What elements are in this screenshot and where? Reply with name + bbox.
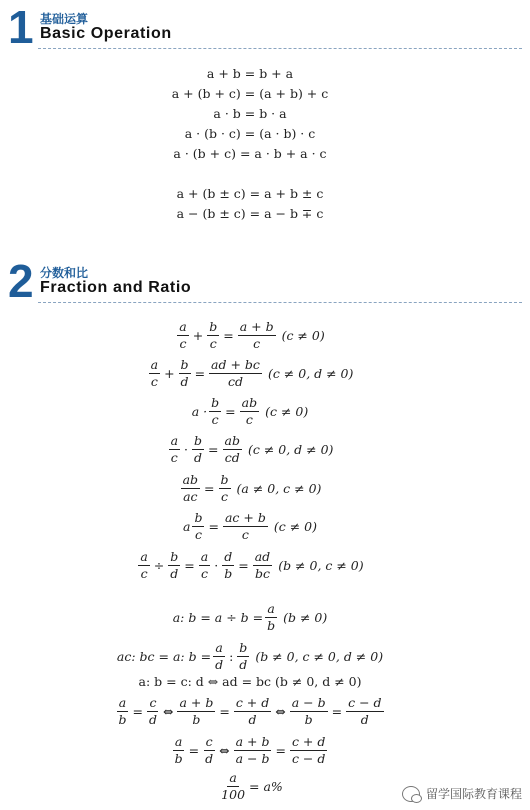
fraction: $\frac{a}{d}$ <box>215 640 224 672</box>
watermark-text: 留学国际教育课程 <box>425 787 522 801</box>
formula-fraction-divide: $\frac{a}{c}$ ÷ $\frac{b}{d}$ = $\frac{a}{c}$ · $\frac{d}{b}$ = $\frac{ad}{bc}$ (b ≠ 0, c ≠ 0) <box>140 549 364 581</box>
fraction: $\frac{a}{b}$ <box>267 601 276 633</box>
condition: (c ≠ 0, d ≠ 0) <box>247 441 334 457</box>
section-divider <box>38 302 522 303</box>
wechat-icon <box>402 786 420 802</box>
section-number: 2 <box>8 255 34 307</box>
formula-associative-mul: a · (b · c) = (a · b) · c <box>184 126 316 141</box>
section-title-en: Fraction and Ratio <box>40 279 192 296</box>
fraction: $\frac{c + d}{d}$ <box>235 695 270 727</box>
condition: (c ≠ 0) <box>265 403 309 419</box>
formula-proportion-compound: $\frac{a}{b}$ = $\frac{c}{d}$ ⇔ $\frac{a + b}{a - b}$ = $\frac{c + d}{c - d}$ <box>174 734 326 766</box>
condition: (a ≠ 0, c ≠ 0) <box>236 480 322 496</box>
fraction: $\frac{b}{d}$ <box>239 640 248 672</box>
fraction: $\frac{ad}{bc}$ <box>254 549 271 581</box>
fraction: $\frac{c}{d}$ <box>205 734 214 766</box>
section-title-cn: 基础运算 <box>40 12 89 26</box>
formula-proportion-transform: $\frac{a}{b}$ = $\frac{c}{d}$ ⇔ $\frac{a + b}{b}$ = $\frac{c + d}{d}$ ⇔ $\frac{a - b}{b}$ = $\frac{c - d}{d}$ <box>118 695 382 727</box>
fraction: $\frac{ab}{c}$ <box>241 395 258 427</box>
fraction: $\frac{ab}{ac}$ <box>182 472 199 504</box>
condition: (b ≠ 0, c ≠ 0) <box>278 557 364 573</box>
fraction: $\frac{a + b}{b}$ <box>179 695 214 727</box>
fraction: $\frac{a - b}{b}$ <box>291 695 326 727</box>
section-header-basic <box>8 1 522 53</box>
fraction: $\frac{c - d}{d}$ <box>348 695 382 727</box>
fraction: $\frac{ac + b}{c}$ <box>224 510 266 542</box>
fraction: $\frac{b}{c}$ <box>209 319 218 351</box>
condition: (c ≠ 0) <box>273 518 317 534</box>
fraction: $\frac{a}{b}$ <box>174 734 183 766</box>
fraction: $\frac{a}{c}$ <box>200 549 209 581</box>
formula-fraction-add: $\frac{a}{c}$ + $\frac{b}{d}$ = $\frac{ad + bc}{cd}$ (c ≠ 0, d ≠ 0) <box>150 357 354 389</box>
fraction: $\frac{b}{d}$ <box>180 357 189 389</box>
formula-fraction-cancel: $\frac{ab}{ac}$ = $\frac{b}{c}$ (a ≠ 0, c ≠ 0) <box>182 472 322 504</box>
formula-distributive: a · (b + c) = a · b + a · c <box>173 146 327 161</box>
fraction: $\frac{a}{c}$ <box>140 549 148 581</box>
fraction: $\frac{c}{d}$ <box>148 695 157 727</box>
fraction: $\frac{ab}{cd}$ <box>224 433 240 465</box>
section-number: 1 <box>8 1 34 53</box>
fraction: $\frac{a}{b}$ <box>118 695 127 727</box>
formula-minus-pm: a − (b ± c) = a − b ∓ c <box>176 206 324 221</box>
fraction: $\frac{b}{d}$ <box>194 433 203 465</box>
formula-plus-pm: a + (b ± c) = a + b ± c <box>176 186 324 201</box>
fraction: $\frac{b}{c}$ <box>194 510 203 542</box>
formula-scalar-times-fraction: a · $\frac{b}{c}$ = $\frac{ab}{c}$ (c ≠ 0) <box>191 395 309 427</box>
formula-ratio-scaling: ac: bc = a: b = $\frac{a}{d}$ : $\frac{b}{d}$ (b ≠ 0, c ≠ 0, d ≠ 0) <box>116 640 384 672</box>
condition: (b ≠ 0, c ≠ 0, d ≠ 0) <box>255 648 384 664</box>
fraction: $\frac{b}{c}$ <box>220 472 229 504</box>
fraction: $\frac{b}{c}$ <box>211 395 220 427</box>
fraction: $\frac{a}{100}$ <box>221 770 246 802</box>
formula-commutative-add: a + b = b + a <box>206 66 294 81</box>
fraction: $\frac{ad + bc}{cd}$ <box>211 357 260 389</box>
condition: (c ≠ 0) <box>281 327 325 343</box>
section-title-en: Basic Operation <box>40 25 172 42</box>
formula-ratio-division: a: b = a ÷ b = $\frac{a}{b}$ (b ≠ 0) <box>172 601 328 633</box>
fraction: $\frac{a + b}{c}$ <box>239 319 274 351</box>
condition: (b ≠ 0) <box>283 609 328 625</box>
formula-commutative-mul: a · b = b · a <box>213 106 287 121</box>
formula-proportion-cross: a: b = c: d ⇔ ad = bc (b ≠ 0, d ≠ 0) <box>138 674 362 689</box>
section-header-fraction <box>8 255 522 307</box>
formula-mixed-number: a $\frac{b}{c}$ = $\frac{ac + b}{c}$ (c ≠ 0) <box>183 510 317 542</box>
fraction: $\frac{a + b}{a - b}$ <box>235 734 270 766</box>
fraction: $\frac{a}{c}$ <box>179 319 187 351</box>
fraction: $\frac{c + d}{c - d}$ <box>291 734 326 766</box>
section-title-cn: 分数和比 <box>40 266 89 280</box>
fraction: $\frac{d}{b}$ <box>224 549 233 581</box>
watermark <box>402 785 522 802</box>
fraction: $\frac{a}{c}$ <box>150 357 159 389</box>
formula-percent: $\frac{a}{100}$ = a% <box>221 770 283 802</box>
fraction: $\frac{a}{c}$ <box>170 433 179 465</box>
section-divider <box>38 48 522 49</box>
formula-fraction-same-denominator: $\frac{a}{c}$ + $\frac{b}{c}$ = $\frac{a + b}{c}$ (c ≠ 0) <box>179 319 325 351</box>
formula-fraction-multiply: $\frac{a}{c}$ · $\frac{b}{d}$ = $\frac{ab}{cd}$ (c ≠ 0, d ≠ 0) <box>170 433 334 465</box>
fraction: $\frac{b}{d}$ <box>170 549 179 581</box>
condition: (c ≠ 0, d ≠ 0) <box>267 365 354 381</box>
formula-associative-add: a + (b + c) = (a + b) + c <box>171 86 329 101</box>
